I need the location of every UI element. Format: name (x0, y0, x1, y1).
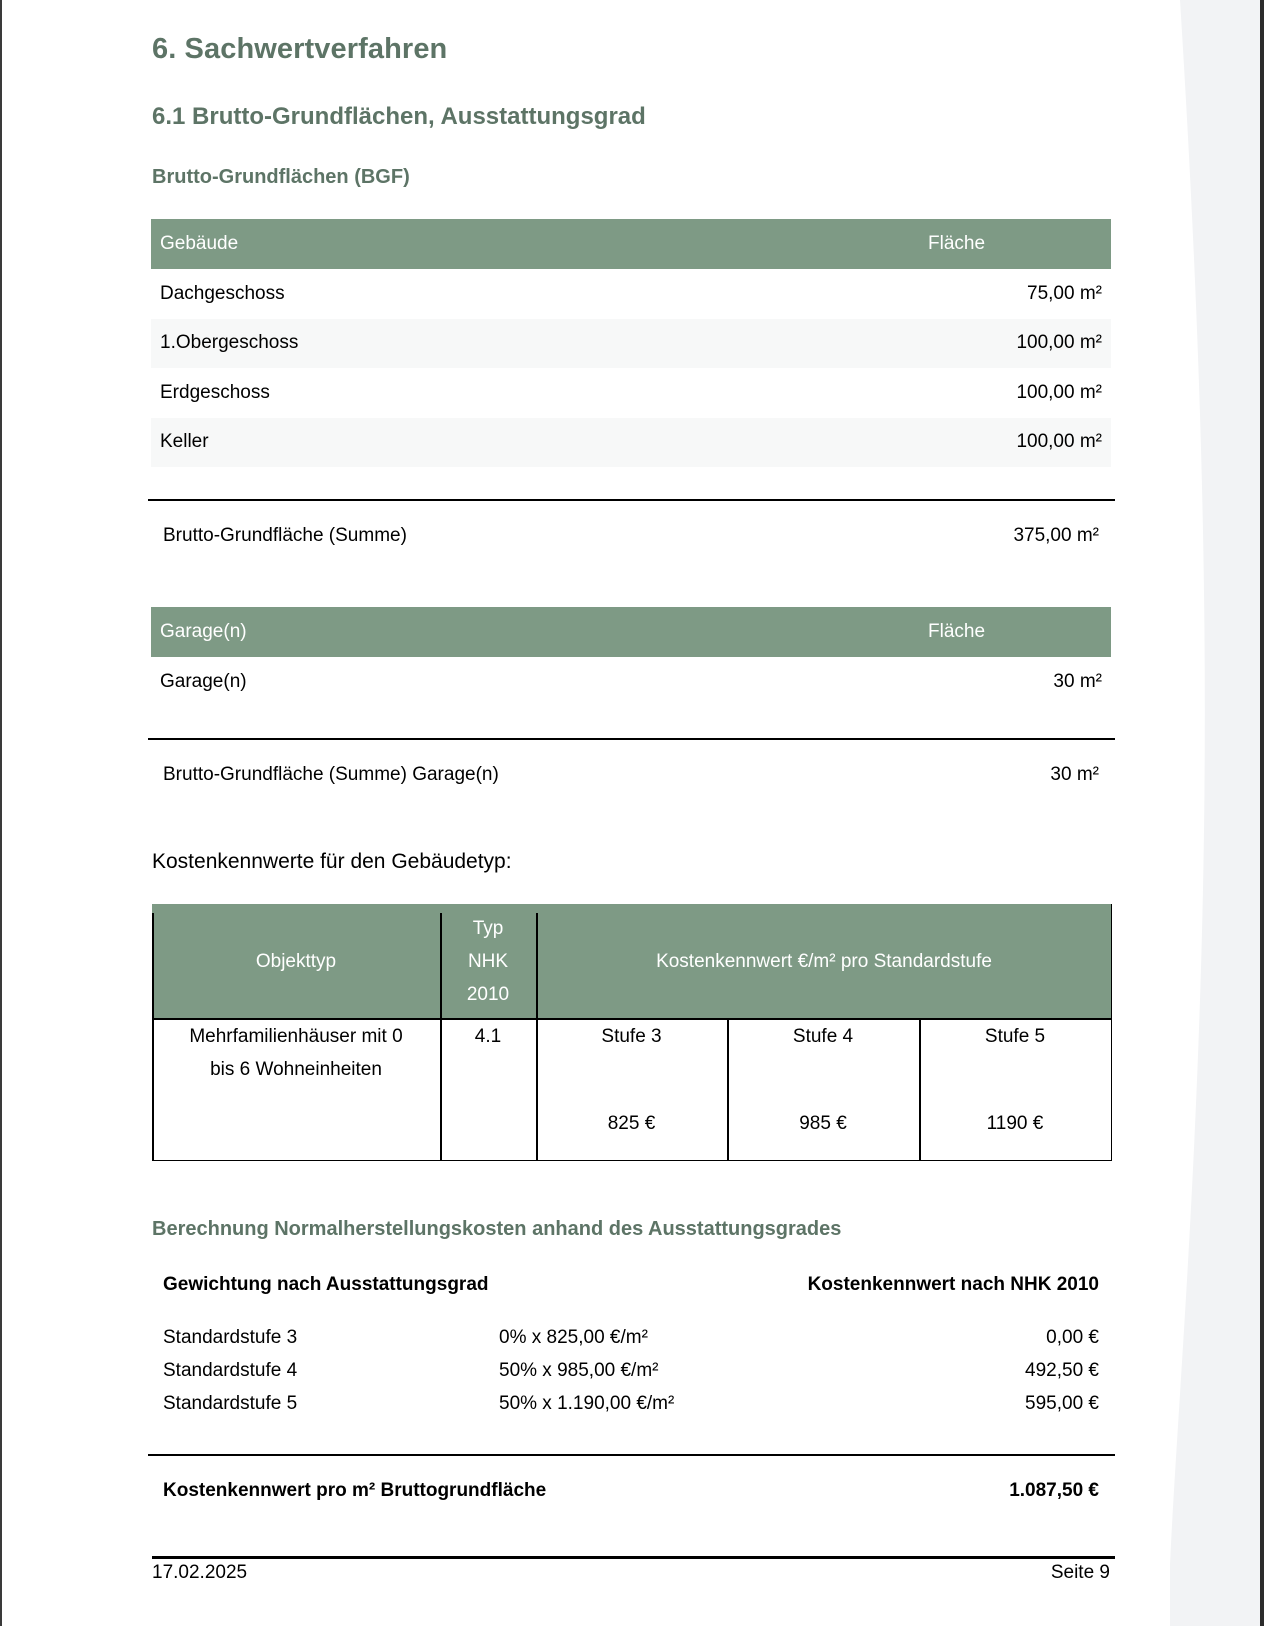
berechnung-formula: 50% x 1.190,00 €/m² (499, 1393, 675, 1414)
berechnung-total-divider (148, 1454, 1115, 1456)
objekttyp-line: bis 6 Wohneinheiten (210, 1059, 382, 1080)
header-objekttyp: Objekttyp (255, 951, 337, 972)
table-row (151, 418, 1111, 468)
page-border-right (1260, 0, 1264, 1626)
cell-stufe-label: Stufe 5 (984, 1026, 1046, 1047)
row-value: 30 m² (1053, 670, 1102, 692)
cell-stufe-label: Stufe 4 (792, 1026, 854, 1047)
header-flaeche: Fläche (928, 233, 986, 254)
page-border-left (0, 0, 2, 1626)
bgf-sum-divider (148, 499, 1115, 501)
garage-sum-divider (148, 738, 1115, 740)
berechnung-value: 492,50 € (1025, 1360, 1099, 1381)
garage-sum-value: 30 m² (1050, 764, 1099, 785)
cell-typ: 4.1 (474, 1026, 502, 1047)
row-label: 1.Obergeschoss (160, 332, 299, 354)
berechnung-label: Standardstufe 4 (163, 1360, 298, 1381)
bgf-table (151, 219, 1111, 467)
row-value: 100,00 m² (1016, 332, 1102, 354)
footer-date: 17.02.2025 (152, 1562, 248, 1583)
cell-stufe-label: Stufe 3 (601, 1026, 662, 1047)
header-typ-line: Typ (472, 918, 504, 939)
header-kennwert: Kostenkennwert €/m² pro Standardstufe (656, 951, 992, 972)
col-kostenkennwert: Kostenkennwert nach NHK 2010 (807, 1274, 1099, 1295)
header-typ-line: 2010 (466, 984, 510, 1005)
table-row (151, 269, 1111, 319)
row-label: Keller (160, 431, 209, 453)
berechnung-total-label: Kostenkennwert pro m² Bruttogrundfläche (163, 1480, 547, 1501)
table-row (151, 657, 1111, 707)
table-row (151, 368, 1111, 418)
cell-stufe-value: 1190 € (986, 1113, 1044, 1134)
header-gebaeude: Gebäude (160, 233, 239, 254)
garage-sum-label: Brutto-Grundfläche (Summe) Garage(n) (163, 764, 499, 785)
table-row (151, 319, 1111, 369)
row-label: Dachgeschoss (160, 282, 285, 304)
garage-sum-row (163, 764, 1099, 786)
cell-stufe-value: 825 € (607, 1113, 656, 1134)
kosten-intro: Kostenkennwerte für den Gebäudetyp: (152, 850, 512, 873)
berechnung-formula: 50% x 985,00 €/m² (499, 1360, 659, 1381)
col-gewichtung: Gewichtung nach Ausstattungsgrad (163, 1274, 489, 1295)
berechnung-value: 0,00 € (1046, 1327, 1099, 1348)
garage-table-header (151, 607, 1111, 657)
table-border (152, 1160, 1112, 1162)
berechnung-label: Standardstufe 5 (163, 1393, 298, 1414)
bgf-sum-row (163, 525, 1099, 547)
row-label: Garage(n) (160, 670, 247, 692)
footer-page-number: Seite 9 (1050, 1562, 1110, 1583)
page-decoration-curve (1170, 0, 1260, 1626)
row-value: 100,00 m² (1016, 431, 1102, 453)
header-garage: Garage(n) (160, 621, 247, 642)
bgf-sum-label: Brutto-Grundfläche (Summe) (163, 525, 407, 546)
kosten-table (152, 904, 1112, 1161)
garage-table (151, 607, 1111, 707)
berechnung-total-value: 1.087,50 € (1009, 1480, 1099, 1501)
bgf-heading: Brutto-Grundflächen (BGF) (152, 166, 410, 188)
bgf-sum-value: 375,00 m² (1013, 525, 1099, 546)
cell-stufe-value: 985 € (799, 1113, 847, 1134)
footer-divider (152, 1556, 1115, 1559)
cell-objekttyp (152, 1020, 440, 1086)
berechnung-formula: 0% x 825,00 €/m² (499, 1327, 648, 1348)
berechnung-heading: Berechnung Normalherstellungskosten anhand des Ausstattungsgrades (152, 1218, 842, 1240)
bgf-table-header (151, 219, 1111, 269)
header-typ-nhk (440, 912, 536, 1011)
berechnung-label: Standardstufe 3 (163, 1327, 298, 1348)
berechnung-value: 595,00 € (1025, 1393, 1099, 1414)
subsection-heading: 6.1 Brutto-Grundflächen, Ausstattungsgrad (152, 103, 646, 130)
row-value: 100,00 m² (1016, 381, 1102, 403)
row-label: Erdgeschoss (160, 381, 270, 403)
header-flaeche: Fläche (928, 621, 986, 642)
objekttyp-line: Mehrfamilienhäuser mit 0 (189, 1026, 403, 1047)
header-typ-line: NHK (467, 951, 509, 972)
section-heading: 6. Sachwertverfahren (152, 33, 448, 65)
row-value: 75,00 m² (1027, 282, 1102, 304)
